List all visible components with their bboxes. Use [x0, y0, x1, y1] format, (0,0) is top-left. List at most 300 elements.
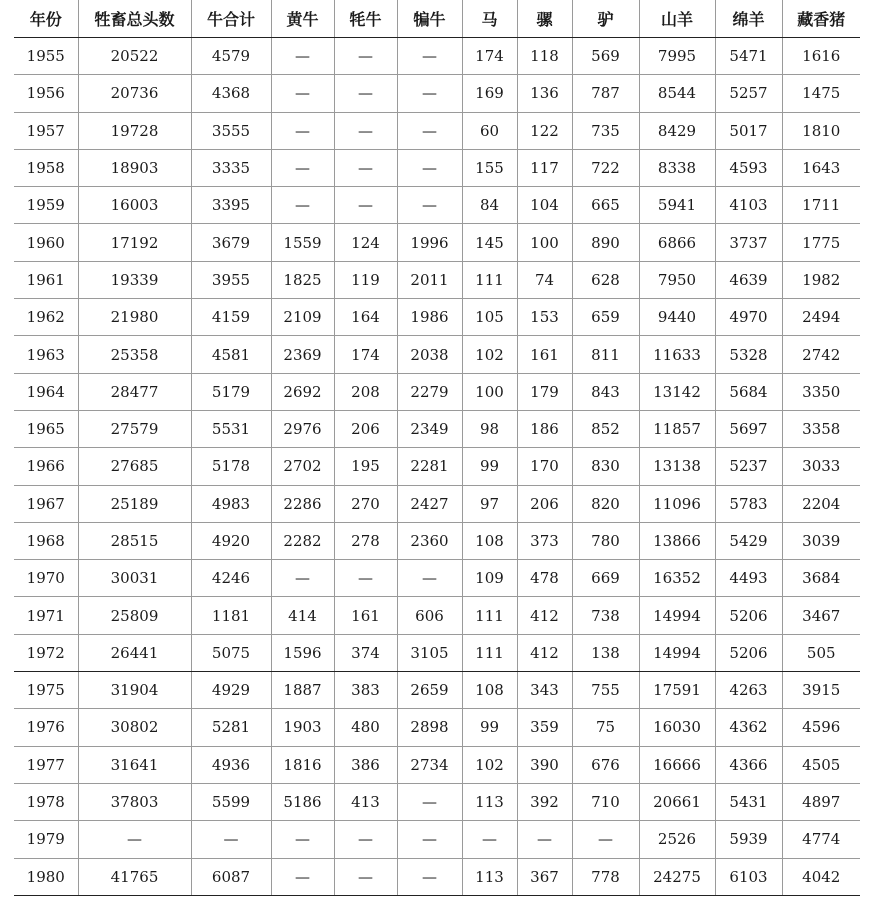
year-cell: 1971 — [14, 597, 78, 634]
table-cell: 830 — [572, 448, 639, 485]
table-cell: 113 — [462, 858, 517, 895]
table-cell: 161 — [334, 597, 397, 634]
table-cell: 4159 — [191, 299, 271, 336]
table-cell: 4579 — [191, 38, 271, 75]
table-cell: 1996 — [397, 224, 462, 261]
table-cell: 2281 — [397, 448, 462, 485]
table-cell: 780 — [572, 522, 639, 559]
year-cell: 1967 — [14, 485, 78, 522]
table-cell: 20661 — [639, 783, 715, 820]
year-cell: 1970 — [14, 560, 78, 597]
table-cell: 37803 — [78, 783, 191, 820]
table-cell: 3955 — [191, 261, 271, 298]
table-cell: 5257 — [715, 75, 782, 112]
table-cell: 75 — [572, 709, 639, 746]
column-header-goat: 山羊 — [639, 0, 715, 38]
table-cell: 74 — [517, 261, 572, 298]
table-cell: 2286 — [271, 485, 334, 522]
table-cell: 4970 — [715, 299, 782, 336]
table-cell: 31904 — [78, 672, 191, 709]
table-cell: 606 — [397, 597, 462, 634]
table-cell: 755 — [572, 672, 639, 709]
year-cell: 1958 — [14, 149, 78, 186]
table-cell: — — [517, 821, 572, 858]
table-cell: 414 — [271, 597, 334, 634]
table-cell: 3915 — [782, 672, 860, 709]
table-cell: 665 — [572, 187, 639, 224]
table-cell: 2976 — [271, 410, 334, 447]
table-cell: 206 — [517, 485, 572, 522]
table-cell: 153 — [517, 299, 572, 336]
year-cell: 1965 — [14, 410, 78, 447]
table-cell: 16030 — [639, 709, 715, 746]
table-row — [14, 560, 860, 597]
table-cell: 2282 — [271, 522, 334, 559]
table-cell: 13142 — [639, 373, 715, 410]
table-cell: — — [271, 821, 334, 858]
table-cell: — — [334, 75, 397, 112]
column-header-yellow-cattle: 黄牛 — [271, 0, 334, 38]
table-cell: 122 — [517, 112, 572, 149]
year-cell: 1968 — [14, 522, 78, 559]
table-cell: 84 — [462, 187, 517, 224]
table-cell: 4505 — [782, 746, 860, 783]
table-cell: 3039 — [782, 522, 860, 559]
table-cell: 11096 — [639, 485, 715, 522]
table-cell: 109 — [462, 560, 517, 597]
table-cell: 1810 — [782, 112, 860, 149]
table-header — [14, 0, 860, 38]
table-cell: — — [271, 38, 334, 75]
table-cell: 17192 — [78, 224, 191, 261]
table-cell: — — [397, 75, 462, 112]
table-row — [14, 597, 860, 634]
column-header-horse: 马 — [462, 0, 517, 38]
table-cell: — — [334, 38, 397, 75]
table-cell: 5939 — [715, 821, 782, 858]
table-cell: 27685 — [78, 448, 191, 485]
table-cell: — — [397, 112, 462, 149]
table-cell: — — [397, 858, 462, 895]
table-cell: 7950 — [639, 261, 715, 298]
table-cell: 383 — [334, 672, 397, 709]
table-cell: 19728 — [78, 112, 191, 149]
table-cell: 4366 — [715, 746, 782, 783]
table-cell: 1986 — [397, 299, 462, 336]
table-cell: — — [397, 38, 462, 75]
table-cell: 104 — [517, 187, 572, 224]
table-cell: 628 — [572, 261, 639, 298]
table-cell: 4042 — [782, 858, 860, 895]
table-cell: 136 — [517, 75, 572, 112]
table-cell: 6087 — [191, 858, 271, 895]
table-cell: 4897 — [782, 783, 860, 820]
year-cell: 1962 — [14, 299, 78, 336]
table-cell: 138 — [572, 634, 639, 671]
table-cell: 3350 — [782, 373, 860, 410]
table-cell: — — [271, 149, 334, 186]
table-cell: 1887 — [271, 672, 334, 709]
table-cell: 186 — [517, 410, 572, 447]
table-row — [14, 38, 860, 75]
table-cell: 3358 — [782, 410, 860, 447]
table-cell: 111 — [462, 597, 517, 634]
table-cell: 3737 — [715, 224, 782, 261]
table-cell: 4246 — [191, 560, 271, 597]
table-cell: — — [271, 75, 334, 112]
table-cell: 97 — [462, 485, 517, 522]
table-cell: 2898 — [397, 709, 462, 746]
table-cell: 4936 — [191, 746, 271, 783]
table-row — [14, 336, 860, 373]
table-cell: 5531 — [191, 410, 271, 447]
table-cell: 28477 — [78, 373, 191, 410]
table-cell: 843 — [572, 373, 639, 410]
column-header-year: 年份 — [14, 0, 78, 38]
table-cell: 852 — [572, 410, 639, 447]
table-cell: 1181 — [191, 597, 271, 634]
table-cell: 30031 — [78, 560, 191, 597]
table-cell: 4983 — [191, 485, 271, 522]
table-cell: 2742 — [782, 336, 860, 373]
table-cell: 5281 — [191, 709, 271, 746]
table-cell: 28515 — [78, 522, 191, 559]
table-cell: 374 — [334, 634, 397, 671]
table-cell: — — [271, 187, 334, 224]
year-cell: 1960 — [14, 224, 78, 261]
table-row — [14, 149, 860, 186]
table-cell: 278 — [334, 522, 397, 559]
table-cell: 26441 — [78, 634, 191, 671]
table-cell: 373 — [517, 522, 572, 559]
year-cell: 1972 — [14, 634, 78, 671]
table-cell: 569 — [572, 38, 639, 75]
table-cell: 4103 — [715, 187, 782, 224]
column-header-yak: 牦牛 — [334, 0, 397, 38]
year-cell: 1979 — [14, 821, 78, 858]
year-cell: 1966 — [14, 448, 78, 485]
table-cell: 5178 — [191, 448, 271, 485]
column-header-donkey: 驴 — [572, 0, 639, 38]
table-cell: 2349 — [397, 410, 462, 447]
year-cell: 1961 — [14, 261, 78, 298]
table-cell: 367 — [517, 858, 572, 895]
table-cell: 2494 — [782, 299, 860, 336]
year-cell: 1957 — [14, 112, 78, 149]
table-cell: 60 — [462, 112, 517, 149]
year-cell: 1975 — [14, 672, 78, 709]
table-cell: 24275 — [639, 858, 715, 895]
year-cell: 1956 — [14, 75, 78, 112]
header-row — [14, 0, 860, 38]
table-cell: — — [334, 149, 397, 186]
table-cell: 170 — [517, 448, 572, 485]
table-cell: 16003 — [78, 187, 191, 224]
table-cell: 164 — [334, 299, 397, 336]
table-cell: 5471 — [715, 38, 782, 75]
table-cell: 1596 — [271, 634, 334, 671]
table-row — [14, 522, 860, 559]
table-cell: 390 — [517, 746, 572, 783]
table-cell: 208 — [334, 373, 397, 410]
table-cell: 16352 — [639, 560, 715, 597]
table-cell: 145 — [462, 224, 517, 261]
table-cell: — — [334, 858, 397, 895]
table-row — [14, 783, 860, 820]
table-row — [14, 373, 860, 410]
table-cell: 4596 — [782, 709, 860, 746]
table-cell: 4929 — [191, 672, 271, 709]
table-cell: 676 — [572, 746, 639, 783]
table-cell: 113 — [462, 783, 517, 820]
table-cell: 386 — [334, 746, 397, 783]
table-cell: 669 — [572, 560, 639, 597]
table-cell: — — [191, 821, 271, 858]
table-row — [14, 448, 860, 485]
table-cell: 8544 — [639, 75, 715, 112]
table-cell: 117 — [517, 149, 572, 186]
table-cell: 412 — [517, 597, 572, 634]
table-row — [14, 634, 860, 671]
table-cell: 5684 — [715, 373, 782, 410]
year-cell: 1959 — [14, 187, 78, 224]
table-cell: 179 — [517, 373, 572, 410]
table-cell: — — [397, 560, 462, 597]
table-cell: 7995 — [639, 38, 715, 75]
table-cell: — — [397, 783, 462, 820]
table-cell: 5697 — [715, 410, 782, 447]
table-cell: 270 — [334, 485, 397, 522]
table-row — [14, 299, 860, 336]
table-cell: 2702 — [271, 448, 334, 485]
table-row — [14, 410, 860, 447]
table-cell: 108 — [462, 672, 517, 709]
table-cell: 820 — [572, 485, 639, 522]
table-cell: — — [334, 821, 397, 858]
table-cell: 108 — [462, 522, 517, 559]
table-cell: 2734 — [397, 746, 462, 783]
table-cell: 4920 — [191, 522, 271, 559]
table-cell: 359 — [517, 709, 572, 746]
table-cell: 8429 — [639, 112, 715, 149]
table-cell: 1616 — [782, 38, 860, 75]
table-cell: 19339 — [78, 261, 191, 298]
table-cell: 5429 — [715, 522, 782, 559]
table-cell: — — [271, 560, 334, 597]
table-cell: 6103 — [715, 858, 782, 895]
table-cell: 119 — [334, 261, 397, 298]
table-cell: 105 — [462, 299, 517, 336]
table-cell: 20522 — [78, 38, 191, 75]
table-cell: 1982 — [782, 261, 860, 298]
table-cell: 392 — [517, 783, 572, 820]
table-cell: 2011 — [397, 261, 462, 298]
table-cell: 2360 — [397, 522, 462, 559]
table-cell: 111 — [462, 634, 517, 671]
table-cell: 169 — [462, 75, 517, 112]
table-cell: 14994 — [639, 597, 715, 634]
table-cell: 8338 — [639, 149, 715, 186]
table-cell: 11633 — [639, 336, 715, 373]
table-cell: 3679 — [191, 224, 271, 261]
table-row — [14, 485, 860, 522]
table-cell: 4493 — [715, 560, 782, 597]
table-cell: 1711 — [782, 187, 860, 224]
table-cell: 3105 — [397, 634, 462, 671]
table-cell: 778 — [572, 858, 639, 895]
table-cell: 161 — [517, 336, 572, 373]
table-cell: 5431 — [715, 783, 782, 820]
column-header-tibetan-pig: 藏香猪 — [782, 0, 860, 38]
column-header-sheep: 绵羊 — [715, 0, 782, 38]
livestock-table-container — [14, 0, 860, 896]
table-cell: 2526 — [639, 821, 715, 858]
table-cell: 2279 — [397, 373, 462, 410]
table-cell: 787 — [572, 75, 639, 112]
year-cell: 1964 — [14, 373, 78, 410]
table-cell: 25189 — [78, 485, 191, 522]
table-row — [14, 746, 860, 783]
table-cell: 2204 — [782, 485, 860, 522]
table-cell: 2659 — [397, 672, 462, 709]
table-cell: 102 — [462, 746, 517, 783]
table-cell: 412 — [517, 634, 572, 671]
table-cell: 5599 — [191, 783, 271, 820]
table-cell: 1559 — [271, 224, 334, 261]
table-cell: 2427 — [397, 485, 462, 522]
table-cell: 659 — [572, 299, 639, 336]
table-cell: 4581 — [191, 336, 271, 373]
table-row — [14, 858, 860, 895]
table-cell: 5179 — [191, 373, 271, 410]
table-cell: — — [271, 858, 334, 895]
table-row — [14, 709, 860, 746]
table-row — [14, 187, 860, 224]
table-row — [14, 224, 860, 261]
table-cell: 9440 — [639, 299, 715, 336]
table-cell: 16666 — [639, 746, 715, 783]
year-cell: 1955 — [14, 38, 78, 75]
column-header-cattle-total: 牛合计 — [191, 0, 271, 38]
column-header-mule: 骡 — [517, 0, 572, 38]
table-cell: 5206 — [715, 634, 782, 671]
table-cell: — — [462, 821, 517, 858]
table-cell: 6866 — [639, 224, 715, 261]
table-cell: 1775 — [782, 224, 860, 261]
table-cell: 4639 — [715, 261, 782, 298]
table-cell: 206 — [334, 410, 397, 447]
table-cell: 13138 — [639, 448, 715, 485]
table-cell: 25809 — [78, 597, 191, 634]
table-cell: 343 — [517, 672, 572, 709]
table-cell: 11857 — [639, 410, 715, 447]
table-cell: 17591 — [639, 672, 715, 709]
table-cell: 1825 — [271, 261, 334, 298]
table-cell: 27579 — [78, 410, 191, 447]
table-cell: — — [572, 821, 639, 858]
table-cell: 5237 — [715, 448, 782, 485]
column-header-dzo: 犏牛 — [397, 0, 462, 38]
table-cell: 505 — [782, 634, 860, 671]
table-cell: 3467 — [782, 597, 860, 634]
table-cell: 111 — [462, 261, 517, 298]
table-cell: 738 — [572, 597, 639, 634]
table-cell: 4263 — [715, 672, 782, 709]
table-cell: 710 — [572, 783, 639, 820]
table-row — [14, 261, 860, 298]
table-cell: 5941 — [639, 187, 715, 224]
table-cell: 155 — [462, 149, 517, 186]
table-cell: 98 — [462, 410, 517, 447]
table-cell: 174 — [334, 336, 397, 373]
table-cell: — — [334, 112, 397, 149]
table-cell: 3335 — [191, 149, 271, 186]
table-cell: — — [397, 821, 462, 858]
table-cell: 2109 — [271, 299, 334, 336]
table-cell: 25358 — [78, 336, 191, 373]
table-cell: 3395 — [191, 187, 271, 224]
table-row — [14, 112, 860, 149]
table-cell: 99 — [462, 709, 517, 746]
table-cell: 735 — [572, 112, 639, 149]
table-cell: 41765 — [78, 858, 191, 895]
table-cell: 890 — [572, 224, 639, 261]
year-cell: 1978 — [14, 783, 78, 820]
table-cell: 118 — [517, 38, 572, 75]
table-cell: 100 — [462, 373, 517, 410]
column-header-total-livestock: 牲畜总头数 — [78, 0, 191, 38]
table-cell: 102 — [462, 336, 517, 373]
table-cell: 5328 — [715, 336, 782, 373]
table-cell: 13866 — [639, 522, 715, 559]
table-cell: 20736 — [78, 75, 191, 112]
table-cell: 5783 — [715, 485, 782, 522]
table-cell: 722 — [572, 149, 639, 186]
table-row — [14, 75, 860, 112]
table-cell: 478 — [517, 560, 572, 597]
table-cell: 4774 — [782, 821, 860, 858]
table-cell: 4368 — [191, 75, 271, 112]
table-cell: 3684 — [782, 560, 860, 597]
table-cell: 811 — [572, 336, 639, 373]
table-cell: 195 — [334, 448, 397, 485]
table-cell: — — [78, 821, 191, 858]
table-cell: 100 — [517, 224, 572, 261]
table-cell: 1475 — [782, 75, 860, 112]
year-cell: 1963 — [14, 336, 78, 373]
table-cell: 30802 — [78, 709, 191, 746]
table-cell: 2369 — [271, 336, 334, 373]
table-cell: 5186 — [271, 783, 334, 820]
table-cell: 1816 — [271, 746, 334, 783]
table-cell: — — [397, 187, 462, 224]
table-cell: 480 — [334, 709, 397, 746]
table-cell: 21980 — [78, 299, 191, 336]
table-cell: 124 — [334, 224, 397, 261]
table-cell: 3555 — [191, 112, 271, 149]
year-cell: 1976 — [14, 709, 78, 746]
table-body — [14, 38, 860, 896]
table-cell: 2038 — [397, 336, 462, 373]
table-cell: 99 — [462, 448, 517, 485]
table-cell: 4362 — [715, 709, 782, 746]
table-cell: — — [271, 112, 334, 149]
table-cell: 174 — [462, 38, 517, 75]
table-cell: — — [334, 187, 397, 224]
table-cell: — — [397, 149, 462, 186]
table-cell: 2692 — [271, 373, 334, 410]
table-cell: 4593 — [715, 149, 782, 186]
